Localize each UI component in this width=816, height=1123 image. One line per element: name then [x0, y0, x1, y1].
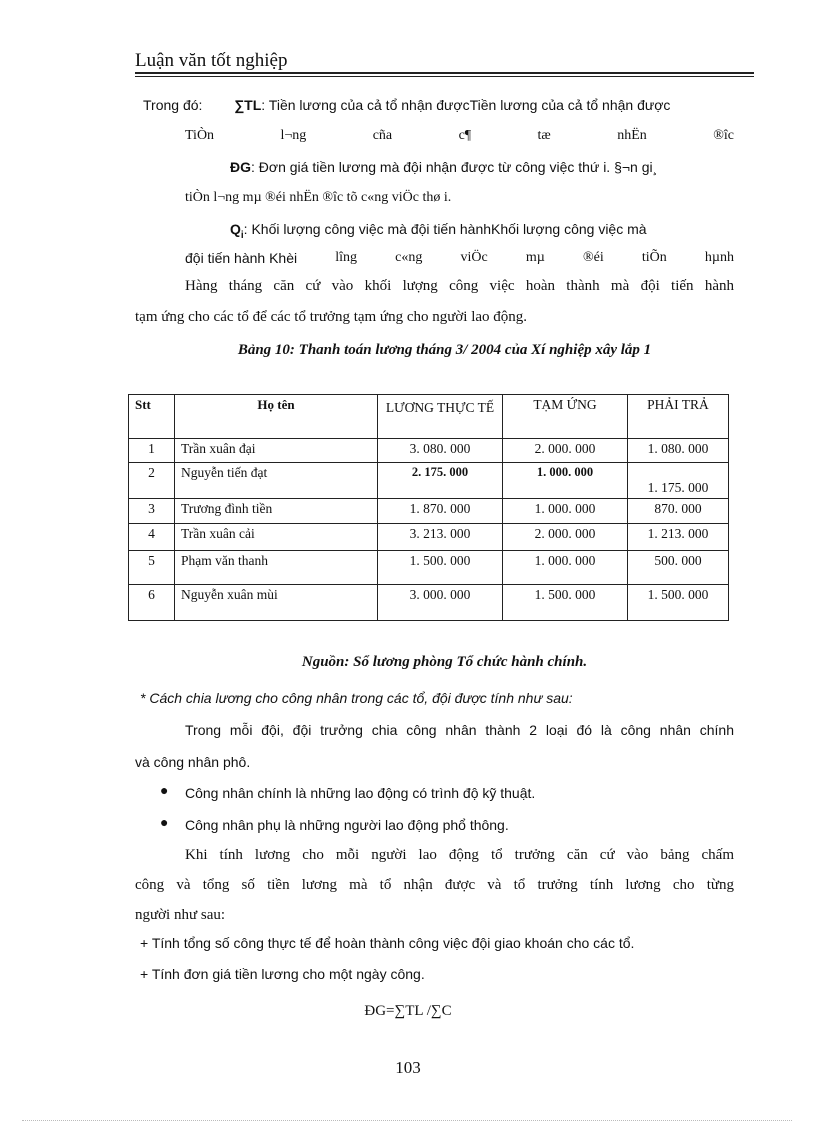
cell-payable: 1. 500. 000: [628, 585, 729, 621]
definition-dg: [230, 159, 657, 175]
paragraph-3-line-3: người như sau:: [135, 907, 226, 923]
cell-advance: 1. 000. 000: [503, 463, 628, 499]
page-number: 103: [395, 1058, 421, 1077]
bullet-item-2: Công nhân phụ là những người lao động phổ thông.: [185, 817, 509, 833]
table-row: [129, 463, 729, 499]
garbled-word: c«ng: [395, 250, 423, 265]
garbled-word: lîng: [335, 250, 358, 265]
paragraph-2-line-2: và công nhân phô.: [135, 754, 251, 770]
cell-name: Trương đình tiền: [175, 499, 378, 524]
cell-name: Nguyễn tiến đạt: [175, 463, 378, 499]
header-stt: Stt: [129, 395, 175, 439]
tl-symbol: ∑TL: [234, 97, 262, 113]
cell-advance: 2. 000. 000: [503, 524, 628, 551]
garbled-word: đội tiến hành Khèi: [185, 250, 298, 266]
paragraph-3-line-1: Khi tính lương cho mỗi người lao động tổ trưởng căn cứ vào bảng chấm: [185, 847, 734, 863]
lead-label: Trong đó:: [143, 97, 203, 113]
garbled-word: cña: [372, 128, 393, 143]
cell-actual: 2. 175. 000: [378, 463, 503, 499]
paragraph-2-line-1: Trong mỗi đội, đội trưởng chia công nhân thành 2 loại đó là công nhân chính: [185, 722, 734, 738]
bullet-dot-icon: ●: [160, 816, 169, 831]
dg-text: : Đơn giá tiền lương mà đội nhận được từ công việc thứ i. §¬n gi¸: [251, 159, 658, 175]
cell-payable: 870. 000: [628, 499, 729, 524]
header-payable: PHẢI TRẢ: [628, 395, 729, 439]
cell-name: Phạm văn thanh: [175, 551, 378, 585]
cell-actual: 1. 870. 000: [378, 499, 503, 524]
garbled-word: TiÒn: [185, 128, 215, 143]
cell-payable: 500. 000: [628, 551, 729, 585]
salary-table: [128, 394, 729, 621]
cell-actual: 3. 080. 000: [378, 439, 503, 463]
tl-text: : Tiền lương của cả tổ nhận đượcTiền lương của cả tổ nhận được: [261, 97, 671, 113]
paragraph-1-line-2: tạm ứng cho các tổ để các tổ trưởng tạm ứng cho người lao động.: [135, 309, 528, 325]
header-advance: TẠM ỨNG: [503, 395, 628, 439]
table-source: Nguồn: Sổ lương phòng Tổ chức hành chính.: [301, 654, 588, 670]
garbled-line-2: [185, 250, 734, 266]
cell-payable: 1. 175. 000: [628, 463, 729, 499]
header-actual-salary: LƯƠNG THỰC TẾ: [378, 395, 503, 439]
cell-actual: 3. 213. 000: [378, 524, 503, 551]
cell-stt: 4: [129, 524, 175, 551]
paragraph-3-line-2: công và tổng số tiền lương mà tổ nhận được và tổ trưởng tính lương cho từng: [135, 877, 734, 893]
garbled-word: c¶: [458, 128, 472, 143]
garbled-word: viÖc: [460, 250, 488, 265]
step-2: + Tính đơn giá tiền lương cho một ngày công.: [140, 966, 425, 982]
cell-stt: 5: [129, 551, 175, 585]
garbled-word: mµ: [525, 250, 545, 265]
cell-name: Trần xuân đại: [175, 439, 378, 463]
table-row: [129, 524, 729, 551]
cell-advance: 1. 500. 000: [503, 585, 628, 621]
dg-continuation: tiÒn l¬ng mµ ®éi nhËn ®îc tõ c«ng viÖc thø i.: [185, 190, 452, 205]
step-1: + Tính tổng số công thực tế để hoàn thành công việc đội giao khoán cho các tổ.: [140, 935, 635, 951]
header-name: Họ tên: [175, 395, 378, 439]
header-rule-thick: [135, 72, 754, 74]
garbled-word: ®éi: [582, 250, 604, 265]
header-title: Luận văn tốt nghiệp: [135, 50, 288, 71]
table-row: [129, 439, 729, 463]
garbled-word: tæ: [537, 128, 551, 143]
garbled-line-1: [185, 128, 734, 144]
qi-text: : Khối lượng công việc mà đội tiến hànhKhối lượng công việc mà: [243, 221, 647, 237]
qi-symbol: Q: [230, 221, 241, 237]
bullet-item-1: Công nhân chính là những lao động có trình độ kỹ thuật.: [185, 785, 536, 801]
dg-symbol: ĐG: [230, 159, 251, 175]
formula: ĐG=∑TL /∑C: [364, 1003, 452, 1019]
table-row: [129, 551, 729, 585]
page-bottom-divider: [22, 1120, 792, 1121]
paragraph-1-line-1: Hàng tháng căn cứ vào khối lượng công việc hoàn thành mà đội tiến hành: [185, 278, 734, 294]
cell-name: Trần xuân cải: [175, 524, 378, 551]
qi-subscript: i: [240, 229, 244, 241]
cell-payable: 1. 213. 000: [628, 524, 729, 551]
table-row: [129, 499, 729, 524]
section-heading: * Cách chia lương cho công nhân trong các tổ, đội được tính như sau:: [140, 690, 573, 706]
table-row: [129, 585, 729, 621]
cell-name: Nguyễn xuân mùi: [175, 585, 378, 621]
definition-tl: [143, 97, 670, 113]
bullet-dot-icon: ●: [160, 784, 169, 799]
garbled-word: ®îc: [713, 128, 734, 143]
cell-actual: 3. 000. 000: [378, 585, 503, 621]
cell-stt: 1: [129, 439, 175, 463]
garbled-word: l¬ng: [280, 128, 307, 143]
cell-advance: 2. 000. 000: [503, 439, 628, 463]
garbled-word: nhËn: [617, 128, 647, 143]
garbled-word: tiÕn: [641, 250, 667, 265]
definition-qi: [230, 221, 647, 241]
table-caption: Bảng 10: Thanh toán lương tháng 3/ 2004 của Xí nghiệp xây lắp 1: [237, 342, 652, 358]
garbled-word: hµnh: [704, 250, 734, 265]
cell-actual: 1. 500. 000: [378, 551, 503, 585]
cell-payable: 1. 080. 000: [628, 439, 729, 463]
table-header-row: [129, 395, 729, 439]
cell-advance: 1. 000. 000: [503, 499, 628, 524]
cell-stt: 3: [129, 499, 175, 524]
cell-advance: 1. 000. 000: [503, 551, 628, 585]
cell-stt: 2: [129, 463, 175, 499]
header-rule-thin: [135, 76, 754, 77]
cell-stt: 6: [129, 585, 175, 621]
